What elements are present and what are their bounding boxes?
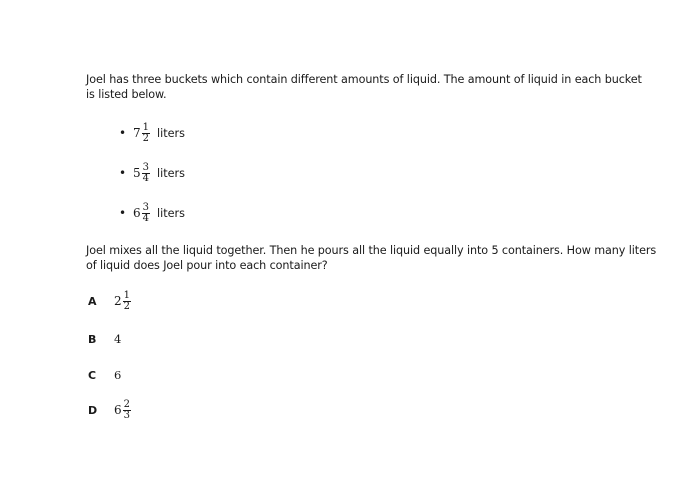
fraction-denominator: 2 <box>142 132 150 144</box>
bullet: • <box>119 126 127 140</box>
problem-stem: Joel has three buckets which contain different amounts of liquid. The amount of liquid in each bucket is listed below. <box>86 73 642 101</box>
option-value <box>114 291 131 312</box>
fraction-numerator: 1 <box>123 289 131 301</box>
option-letter: D <box>88 403 98 417</box>
option-letter: B <box>88 332 97 346</box>
fraction-denominator: 2 <box>123 300 131 312</box>
answer-option-a[interactable] <box>86 289 131 313</box>
unit-label: liters <box>157 206 185 220</box>
bullet: • <box>119 166 127 180</box>
fraction-numerator: 2 <box>123 398 131 410</box>
answer-option-b[interactable] <box>86 327 121 351</box>
bucket-item <box>119 201 185 225</box>
option-value <box>114 400 131 421</box>
option-letter: A <box>88 294 97 308</box>
unit-label: liters <box>157 126 185 140</box>
bullet: • <box>119 206 127 220</box>
option-letter: C <box>88 368 97 382</box>
fraction-numerator: 3 <box>142 201 150 213</box>
fraction-denominator: 4 <box>142 212 150 224</box>
answer-option-d[interactable] <box>86 398 131 422</box>
unit-label: liters <box>157 166 185 180</box>
mixed-number-whole: 6 <box>114 403 122 417</box>
mixed-number-whole: 6 <box>133 206 141 220</box>
bucket-item <box>119 161 185 185</box>
fraction <box>123 400 131 421</box>
mixed-number-whole: 7 <box>133 126 141 140</box>
answer-option-c[interactable] <box>86 363 121 387</box>
fraction-denominator: 4 <box>142 172 150 184</box>
mixed-number-whole: 2 <box>114 294 122 308</box>
option-value: 4 <box>114 332 122 346</box>
option-value: 6 <box>114 368 122 382</box>
fraction <box>142 163 150 184</box>
fraction-numerator: 1 <box>142 121 150 133</box>
fraction <box>142 203 150 224</box>
bucket-item <box>119 121 185 145</box>
question-text: Joel mixes all the liquid together. Then he pours all the liquid equally into 5 containers. How many liters of liquid does Joel pour into each container? <box>86 244 657 272</box>
fraction-numerator: 3 <box>142 161 150 173</box>
mixed-number-whole: 5 <box>133 166 141 180</box>
fraction <box>123 291 131 312</box>
fraction-denominator: 3 <box>123 409 131 421</box>
fraction <box>142 123 150 144</box>
